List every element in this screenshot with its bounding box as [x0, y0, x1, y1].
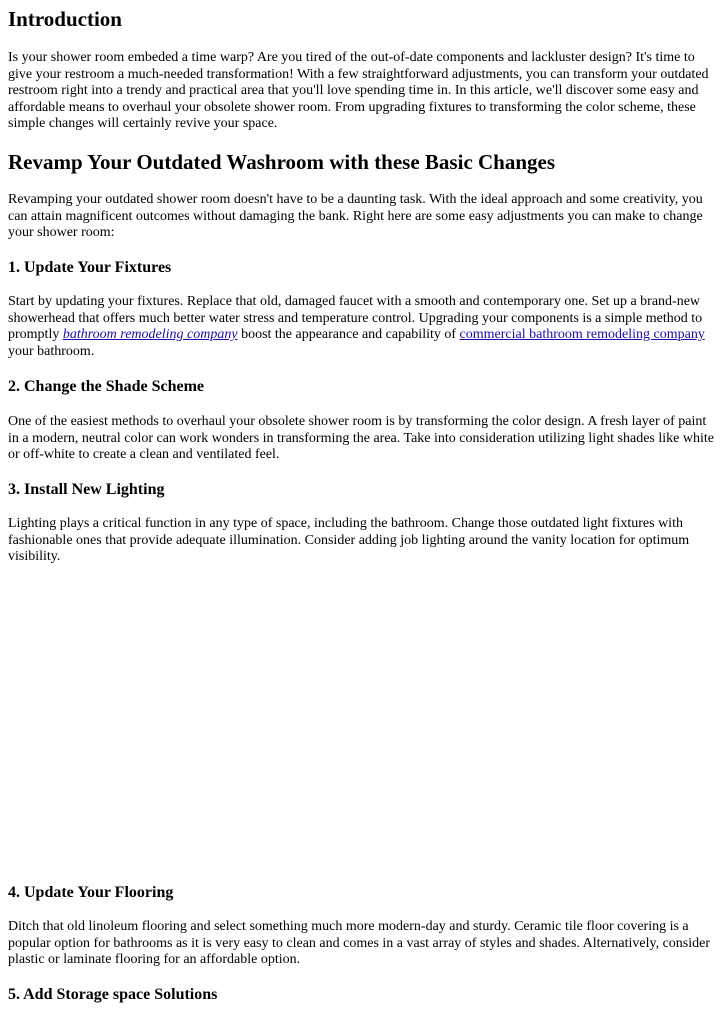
fixtures-text-before: Start by updating your fixtures. Replace that old, damaged faucet with a smooth and contemporary one. Set up a brand-new showerhead that offers much better water stress and temperature control. Upgrading your components is a simple method to promptly: [8, 294, 703, 342]
lighting-heading: 3. Install New Lighting: [8, 481, 165, 498]
storage-heading: 5. Add Storage space Solutions: [8, 986, 218, 1003]
shade-heading: 2. Change the Shade Scheme: [8, 378, 205, 395]
lighting-paragraph: Lighting plays a critical function in any type of space, including the bathroom. Change those outdated light fixtures with fashionable ones that provide adequate illumination. Consider adding job lighting around the vanity location for optimum visibility.: [8, 516, 690, 564]
fixtures-heading: 1. Update Your Fixtures: [8, 259, 172, 276]
revamp-paragraph: Revamping your outdated shower room doesn't have to be a daunting task. With the ideal approach and some creativity, you can attain magnificent outcomes without damaging the bank. Right here are some easy adjustments you can make to change your shower room:: [8, 192, 703, 240]
shade-paragraph: One of the easiest methods to overhaul your obsolete shower room is by transforming the color design. A fresh layer of paint in a modern, neutral color can work wonders in transforming the area. Take into consideration utilizing light shades like white or off-white to create a clean and ventilated feel.: [8, 414, 714, 462]
commercial-bathroom-remodeling-link[interactable]: commercial bathroom remodeling company: [459, 327, 705, 342]
intro-heading: Introduction: [8, 7, 122, 31]
fixtures-text-after: your bathroom.: [8, 343, 95, 359]
bathroom-remodeling-link[interactable]: bathroom remodeling company: [62, 327, 238, 342]
flooring-paragraph: Ditch that old linoleum flooring and select something much more modern-day and sturdy. Ceramic tile floor covering is a popular option for bathrooms as it is very easy to clean and comes in a vast array of styles and shades. Alternatively, consider plastic or laminate flooring for an affordable option.: [8, 919, 711, 967]
fixtures-paragraph: [8, 294, 714, 360]
fixtures-text-middle: boost the appearance and capability of: [237, 327, 460, 342]
revamp-heading: Revamp Your Outdated Washroom with these Basic Changes: [8, 150, 556, 174]
flooring-heading: 4. Update Your Flooring: [8, 884, 174, 901]
blank-space: [8, 575, 708, 875]
intro-paragraph: Is your shower room embeded a time warp? Are you tired of the out-of-date components and lackluster design? It's time to give your restroom a much-needed transformation! With a few straightforward adjustments, you can transform your outdated restroom right into a trendy and practical area that you'll love spending time in. In this article, we'll discover some easy and affordable means to overhaul your obsolete shower room. From upgrading fixtures to transforming the color scheme, these simple changes will certainly revive your space.: [8, 50, 709, 131]
